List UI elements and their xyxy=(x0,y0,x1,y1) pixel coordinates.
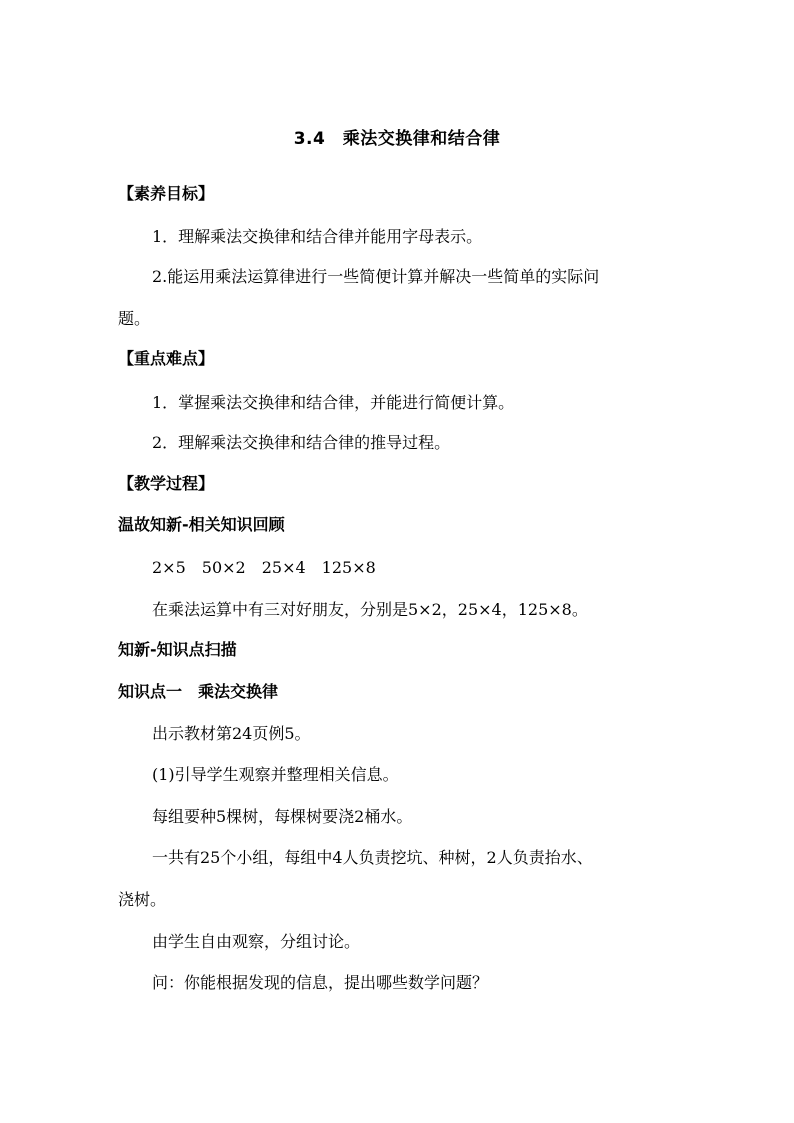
goal-item-2-continuation: 题。 xyxy=(118,309,151,328)
page-title: 3.4 乘法交换律和结合律 xyxy=(293,129,501,149)
new-knowledge-heading: 知新-知识点扫描 xyxy=(118,640,237,659)
knowledge-point-1-heading: 知识点一 乘法交换律 xyxy=(118,682,279,701)
question-line: 问：你能根据发现的信息，提出哪些数学问题？ xyxy=(152,973,489,992)
review-expressions: 2×5 50×2 25×4 125×8 xyxy=(152,558,376,577)
goals-heading: 【素养目标】 xyxy=(118,184,215,203)
discussion-line: 由学生自由观察，分组讨论。 xyxy=(152,932,361,951)
key-point-1: 1．掌握乘法交换律和结合律，并能进行简便计算。 xyxy=(152,393,515,412)
info-line-2: 一共有25个小组，每组中4人负责挖坑、种树，2人负责抬水、 xyxy=(152,848,593,867)
goal-item-1: 1．理解乘法交换律和结合律并能用字母表示。 xyxy=(152,227,483,246)
review-note: 在乘法运算中有三对好朋友，分别是5×2，25×4，125×8。 xyxy=(152,600,588,619)
goal-item-2: 2.能运用乘法运算律进行一些简便计算并解决一些简单的实际问 xyxy=(152,267,600,286)
key-points-heading: 【重点难点】 xyxy=(118,349,215,368)
review-heading: 温故知新-相关知识回顾 xyxy=(118,515,285,534)
process-heading: 【教学过程】 xyxy=(118,474,215,493)
step-1: (1)引导学生观察并整理相关信息。 xyxy=(152,765,399,784)
textbook-reference: 出示教材第24页例5。 xyxy=(152,724,311,743)
info-line-1: 每组要种5棵树，每棵树要浇2桶水。 xyxy=(152,807,413,826)
key-point-2: 2．理解乘法交换律和结合律的推导过程。 xyxy=(152,433,451,452)
info-line-2-continuation: 浇树。 xyxy=(118,890,167,909)
